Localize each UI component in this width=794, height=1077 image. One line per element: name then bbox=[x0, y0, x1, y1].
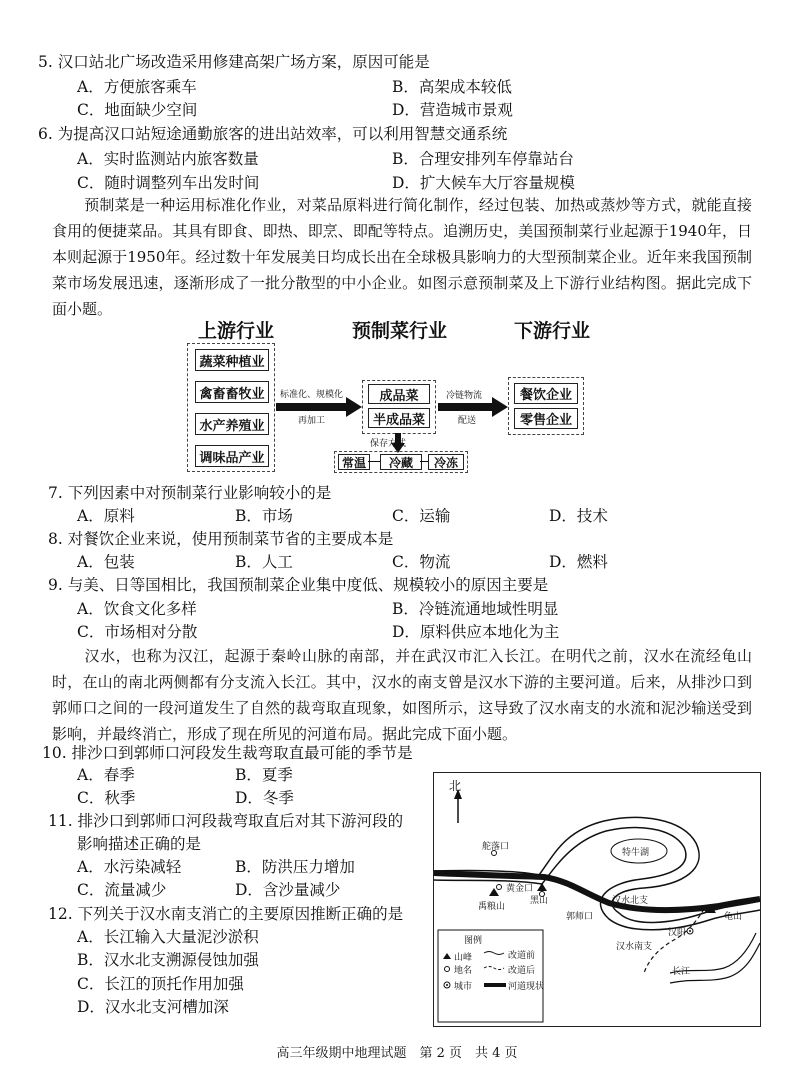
question-12 bbox=[48, 902, 403, 924]
question-5 bbox=[38, 50, 430, 72]
place-label: 禹粮山 bbox=[478, 902, 506, 912]
legend-item: 山峰 bbox=[454, 953, 473, 963]
river-label: 长江 bbox=[672, 967, 691, 977]
upstream-item: 禽畜畜牧业 bbox=[195, 381, 269, 403]
diagram-head-upstream: 上游行业 bbox=[198, 320, 275, 342]
option: D．技术 bbox=[549, 507, 608, 525]
option: C．秋季 bbox=[77, 789, 136, 807]
q-stem: 下列因素中对预制菜行业影响较小的是 bbox=[67, 484, 332, 502]
arrow2-top-label: 冷链物流 bbox=[446, 391, 483, 401]
q-stem: 汉口站北广场改造采用修建高架广场方案，原因可能是 bbox=[57, 53, 430, 71]
north-label: 北 bbox=[449, 779, 462, 793]
page-footer: 高三年级期中地理试题 第 2 页 共 4 页 bbox=[276, 1046, 518, 1061]
q-number: 10. bbox=[42, 744, 67, 762]
question-8 bbox=[48, 527, 393, 549]
place-label: 黑山 bbox=[530, 896, 549, 906]
option: D．燃料 bbox=[549, 553, 608, 571]
upstream-item: 调味品产业 bbox=[195, 445, 269, 467]
q-number: 7. bbox=[48, 484, 63, 502]
option: B．夏季 bbox=[235, 766, 293, 784]
question-10 bbox=[42, 741, 413, 763]
option: A．水污染减轻 bbox=[77, 858, 182, 876]
option: C．流量减少 bbox=[77, 881, 167, 899]
downstream-item: 零售企业 bbox=[514, 408, 578, 429]
question-6 bbox=[38, 122, 507, 144]
prepared-item: 成品菜 bbox=[368, 384, 430, 404]
legend-item: 改道前 bbox=[508, 951, 536, 961]
legend-title: 图例 bbox=[464, 936, 483, 946]
diagram-head-prepared: 预制菜行业 bbox=[352, 320, 448, 342]
option: A．包装 bbox=[77, 553, 135, 571]
river-map bbox=[433, 772, 761, 1027]
option: B．市场 bbox=[235, 507, 293, 525]
upstream-item: 水产养殖业 bbox=[195, 413, 269, 435]
prepared-item: 半成品菜 bbox=[368, 408, 430, 428]
q-number: 5. bbox=[38, 53, 53, 71]
place-label: 黄金口 bbox=[506, 884, 534, 894]
q-number: 8. bbox=[48, 530, 63, 548]
question-9 bbox=[48, 573, 548, 595]
option: A．饮食文化多样 bbox=[77, 600, 197, 618]
legend-item: 河道现状 bbox=[508, 982, 545, 992]
upstream-item: 蔬菜种植业 bbox=[195, 349, 269, 371]
lake-label: 特牛湖 bbox=[622, 848, 650, 858]
diagram-head-downstream: 下游行业 bbox=[514, 320, 591, 342]
option: A．春季 bbox=[77, 766, 135, 784]
option: B．防洪压力增加 bbox=[235, 858, 355, 876]
arrow2-bottom-label: 配送 bbox=[458, 416, 477, 426]
legend-item: 改道后 bbox=[508, 966, 536, 976]
q-stem-continued: 影响描述正确的是 bbox=[77, 835, 202, 853]
arrow1-top-label: 标准化、规模化 bbox=[280, 390, 344, 400]
question-11 bbox=[48, 809, 403, 831]
option: D．营造城市景观 bbox=[392, 101, 513, 119]
option: C．长江的顶托作用加强 bbox=[77, 975, 244, 993]
q-stem: 排沙口到郭师口河段发生裁弯取直最可能的季节是 bbox=[71, 744, 413, 762]
storage-item: 冷冻 bbox=[428, 454, 464, 470]
option: D．汉水北支河槽加深 bbox=[77, 998, 229, 1016]
legend-item: 地名 bbox=[454, 966, 473, 976]
q-number: 12. bbox=[48, 905, 73, 923]
option: A．实时监测站内旅客数量 bbox=[77, 150, 259, 168]
passage-prepared-food: 预制菜是一种运用标准化作业，对菜品原料进行简化制作，经过包装、加热或蒸炒等方式，就能直接食用的便捷菜品。其具有即食、即热、即烹、即配等特点。追溯历史，美国预制菜行业起源于1940年，日本则起源于1950年。经过数十年发展美日均成长出在全球极具影响力的大型预制菜企业。近年来我国预制菜市场发展迅速，逐渐形成了一批分散型的中小企业。如图示意预制菜及上下游行业结构图。据此完成下面小题。 bbox=[52, 196, 752, 318]
option: B．合理安排列车停靠站台 bbox=[392, 150, 574, 168]
connector-line bbox=[420, 461, 428, 462]
question-7 bbox=[48, 481, 331, 503]
option: C．随时调整列车出发时间 bbox=[77, 174, 260, 192]
q-stem: 对餐饮企业来说，使用预制菜节省的主要成本是 bbox=[67, 530, 394, 548]
mountain-label: 龟山 bbox=[724, 912, 743, 922]
place-label: 郭师口 bbox=[566, 912, 594, 922]
river-label: 汉水北支 bbox=[612, 896, 649, 906]
option: B．汉水北支溯源侵蚀加强 bbox=[77, 951, 259, 969]
q-number: 6. bbox=[38, 125, 53, 143]
option: D．含沙量减少 bbox=[235, 881, 341, 899]
city-label: 汉阳 bbox=[668, 928, 687, 938]
option: B．高架成本较低 bbox=[392, 78, 512, 96]
option: D．冬季 bbox=[235, 789, 294, 807]
option: B．冷链流通地域性明显 bbox=[392, 600, 559, 618]
passage-hanshui: 汉水，也称为汉江，起源于秦岭山脉的南部，并在武汉市汇入长江。在明代之前，汉水在流经龟山时，在山的南北两侧都有分支流入长江。其中，汉水的南支曾是汉水下游的主要河道。后来，从排沙口到郭师口之间的一段河道发生了自然的裁弯取直现象，如图所示，这导致了汉水南支的水流和泥沙输送受到影响，并最终消亡，形成了现在所见的河道布局。据此完成下面小题。 bbox=[52, 647, 752, 743]
storage-item: 冷藏 bbox=[380, 454, 422, 470]
connector-line bbox=[368, 461, 380, 462]
q-number: 9. bbox=[48, 576, 63, 594]
option: C．市场相对分散 bbox=[77, 623, 198, 641]
q-stem: 排沙口到郭师口河段裁弯取直后对其下游河段的 bbox=[77, 812, 404, 830]
place-label: 舵落口 bbox=[482, 842, 510, 852]
storage-item: 常温 bbox=[338, 454, 370, 470]
option: B．人工 bbox=[235, 553, 293, 571]
option: A．原料 bbox=[77, 507, 135, 525]
q-stem: 为提高汉口站短途通勤旅客的进出站效率，可以利用智慧交通系统 bbox=[57, 125, 508, 143]
downstream-item: 餐饮企业 bbox=[514, 383, 578, 404]
option: C．运输 bbox=[392, 507, 451, 525]
q-stem: 下列关于汉水南支消亡的主要原因推断正确的是 bbox=[77, 905, 404, 923]
storage-label: 保存方式 bbox=[370, 439, 407, 449]
option: C．物流 bbox=[392, 553, 451, 571]
river-label: 汉水南支 bbox=[616, 942, 653, 952]
legend-item: 城市 bbox=[454, 982, 473, 992]
option: C．地面缺少空间 bbox=[77, 101, 198, 119]
option: A．方便旅客乘车 bbox=[77, 78, 197, 96]
option: D．原料供应本地化为主 bbox=[392, 623, 560, 641]
option: D．扩大候车大厅容量规模 bbox=[392, 174, 575, 192]
arrow1-bottom-label: 再加工 bbox=[298, 416, 326, 426]
option: A．长江输入大量泥沙淤积 bbox=[77, 928, 259, 946]
q-number: 11. bbox=[48, 812, 73, 830]
q-stem: 与美、日等国相比，我国预制菜企业集中度低、规模较小的原因主要是 bbox=[67, 576, 549, 594]
